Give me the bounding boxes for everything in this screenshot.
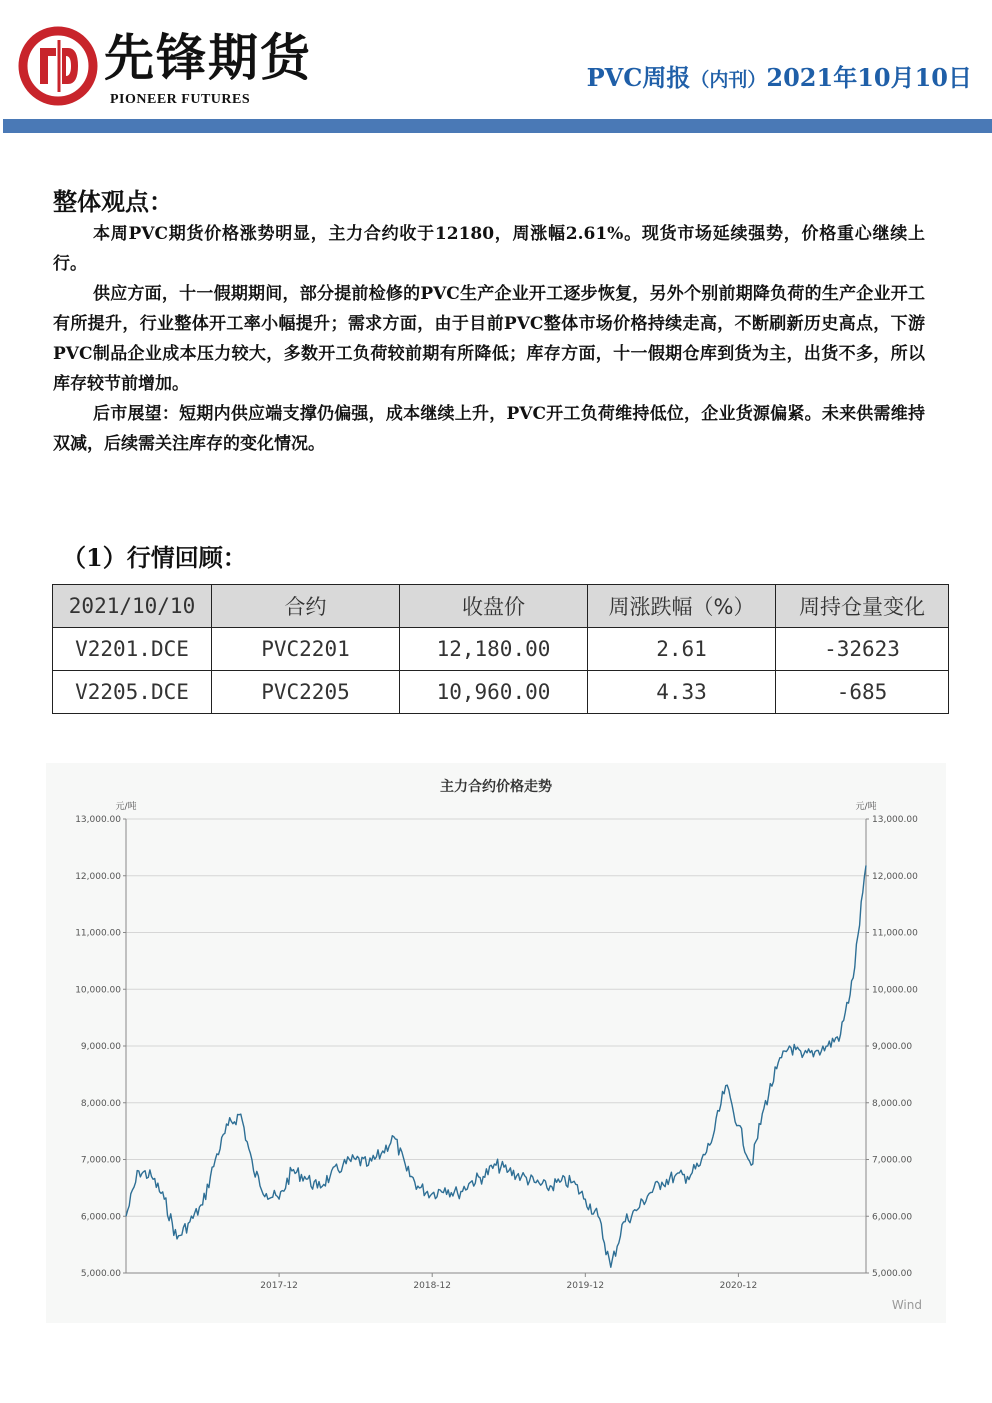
table-cell: PVC2205 (212, 671, 400, 714)
table-cell: PVC2201 (212, 628, 400, 671)
y-tick-label-left: 13,000.00 (75, 815, 121, 825)
overview-text (53, 219, 925, 459)
report-title-sub: （内刊） (690, 69, 767, 91)
y-tick-label-left: 12,000.00 (75, 871, 121, 882)
y-tick-label-right: 12,000.00 (872, 871, 918, 882)
chart-title: 主力合约价格走势 (440, 779, 552, 795)
x-tick-label: 2017-12 (260, 1281, 298, 1291)
pioneer-logo-icon (18, 26, 98, 106)
y-axis-unit-right: 元/吨 (855, 802, 877, 812)
y-tick-label-left: 6,000.00 (80, 1212, 121, 1223)
table-cell: 2.61 (588, 628, 776, 671)
table-header-cell: 周持仓量变化 (776, 585, 949, 628)
table-cell: 4.33 (588, 671, 776, 714)
table-header-row (53, 585, 949, 628)
logo-text-cn: 先锋期货 (104, 28, 312, 87)
table-header-cell: 合约 (212, 585, 400, 628)
overview-heading: 整体观点： (53, 187, 173, 216)
y-tick-label-left: 5,000.00 (80, 1269, 121, 1279)
page-header (0, 0, 992, 140)
price-trend-chart-svg (46, 763, 946, 1323)
y-tick-label-right: 8,000.00 (872, 1098, 913, 1109)
y-tick-label-left: 11,000.00 (75, 928, 121, 939)
chart-source-label: Wind (891, 1298, 922, 1312)
overview-paragraph-3: 后市展望：短期内供应端支撑仍偏强，成本继续上升，PVC开工负荷维持低位，企业货源偏紧。未来供需维持双减，后续需关注库存的变化情况。 (53, 404, 925, 454)
table-cell: 10,960.00 (400, 671, 588, 714)
y-tick-label-right: 10,000.00 (872, 985, 918, 996)
x-tick-label: 2018-12 (413, 1281, 452, 1291)
review-heading: （1）行情回顾： (62, 543, 247, 572)
y-tick-label-right: 5,000.00 (872, 1269, 913, 1279)
x-tick-label: 2020-12 (719, 1281, 758, 1291)
y-tick-label-left: 10,000.00 (75, 985, 121, 996)
y-tick-label-left: 9,000.00 (80, 1042, 121, 1052)
overview-paragraph-2: 供应方面，十一假期期间，部分提前检修的PVC生产企业开工逐步恢复，另外个别前期降负荷的生产企业开工有所提升，行业整体开工率小幅提升；需求方面，由于目前PVC整体市场价格持续走高，不断刷新历史高点，下游PVC制品企业成本压力较大，多数开工负荷较前期有所降低；库存方面，十一假期仓库到货为主，出货不多，所以库存较节前增加。 (53, 284, 925, 394)
report-title (587, 58, 972, 93)
y-tick-label-right: 6,000.00 (872, 1212, 913, 1223)
table-header-cell: 2021/10/10 (53, 585, 212, 628)
table-header-cell: 收盘价 (400, 585, 588, 628)
table-row (53, 671, 949, 714)
logo-text-en: PIONEER FUTURES (110, 92, 251, 107)
table-header-cell: 周涨跌幅（%） (588, 585, 776, 628)
table-cell: V2201.DCE (53, 628, 212, 671)
y-tick-label-right: 9,000.00 (872, 1042, 913, 1052)
y-axis-unit-left: 元/吨 (115, 802, 137, 812)
y-tick-label-left: 7,000.00 (80, 1155, 121, 1166)
y-tick-label-right: 13,000.00 (872, 815, 918, 825)
table-row (53, 628, 949, 671)
header-divider-bar (3, 119, 992, 133)
table-cell: -685 (776, 671, 949, 714)
overview-paragraph-1: 本周PVC期货价格涨势明显，主力合约收于12180，周涨幅2.61%。现货市场延续强势，价格重心继续上行。 (53, 224, 925, 274)
table-cell: -32623 (776, 628, 949, 671)
price-line (126, 866, 866, 1268)
table-cell: 12,180.00 (400, 628, 588, 671)
y-tick-label-right: 11,000.00 (872, 928, 918, 939)
price-trend-chart (46, 763, 946, 1323)
report-date: 2021年10月10日 (766, 63, 972, 92)
x-tick-label: 2019-12 (566, 1281, 605, 1291)
report-title-main: PVC周报 (586, 63, 691, 92)
y-tick-label-right: 7,000.00 (872, 1155, 913, 1166)
y-tick-label-left: 8,000.00 (80, 1098, 121, 1109)
market-review-table (52, 584, 949, 714)
table-cell: V2205.DCE (53, 671, 212, 714)
